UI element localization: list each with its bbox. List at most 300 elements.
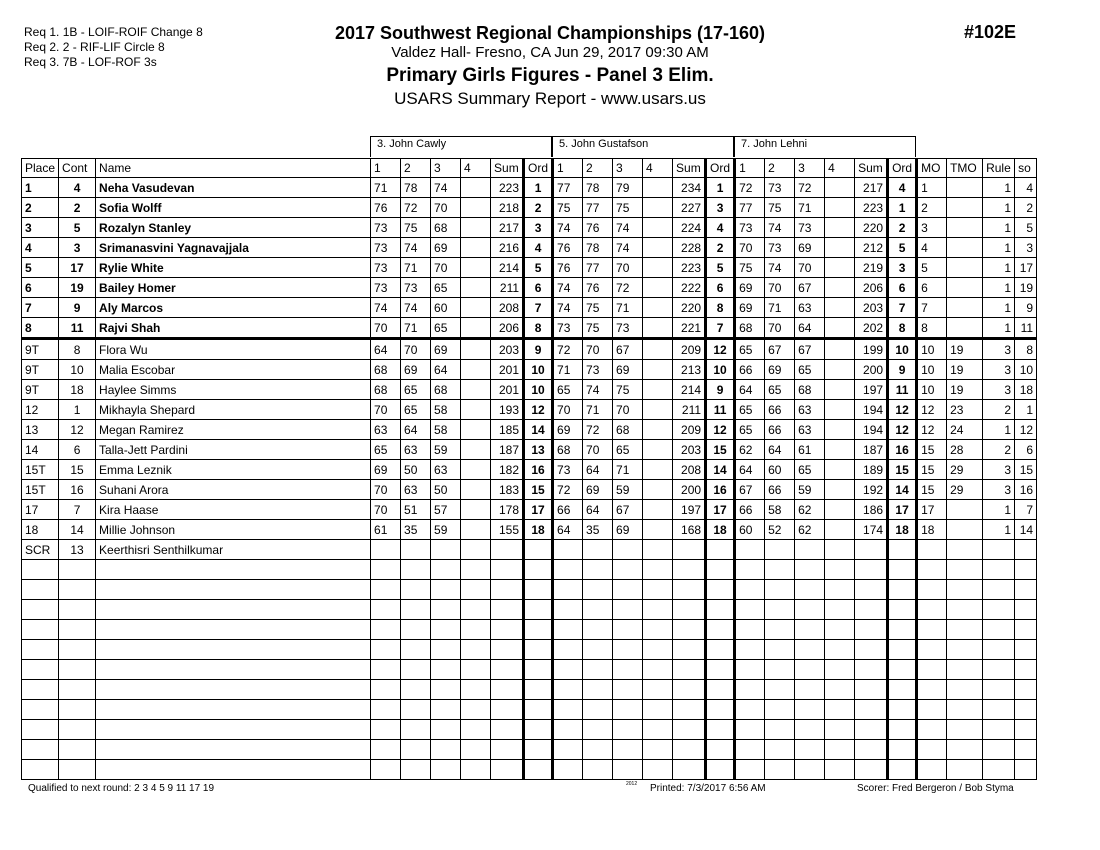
table-cell: Neha Vasudevan (96, 178, 371, 198)
table-cell: 68 (371, 360, 401, 380)
table-cell: 194 (855, 400, 888, 420)
table-cell: 182 (491, 460, 524, 480)
table-cell (1015, 760, 1037, 780)
table-cell (553, 540, 583, 560)
table-cell: 67 (795, 339, 825, 360)
table-cell: 65 (371, 440, 401, 460)
table-cell (947, 580, 983, 600)
result-row (22, 380, 1037, 400)
table-cell (401, 680, 431, 700)
table-cell: 224 (673, 218, 706, 238)
table-cell: 70 (765, 318, 795, 339)
table-cell: 214 (491, 258, 524, 278)
table-cell (524, 740, 553, 760)
table-cell: 18 (706, 520, 735, 540)
table-cell (401, 600, 431, 620)
table-cell (983, 700, 1015, 720)
table-cell: 63 (401, 480, 431, 500)
table-cell (983, 740, 1015, 760)
table-cell: 70 (431, 198, 461, 218)
table-cell: 2 (983, 440, 1015, 460)
table-cell (917, 580, 947, 600)
table-cell: 69 (795, 238, 825, 258)
table-cell (431, 580, 461, 600)
table-cell: 5 (524, 258, 553, 278)
table-cell (917, 620, 947, 640)
table-cell (96, 600, 371, 620)
table-cell (765, 660, 795, 680)
table-cell (643, 360, 673, 380)
table-cell: 3 (1015, 238, 1037, 258)
table-cell: 4 (917, 238, 947, 258)
table-cell: 3 (888, 258, 917, 278)
table-cell: 70 (371, 480, 401, 500)
column-header: Sum (855, 159, 888, 178)
table-cell (795, 600, 825, 620)
table-cell: 8 (917, 318, 947, 339)
table-cell (706, 680, 735, 700)
table-cell (917, 720, 947, 740)
table-cell (983, 760, 1015, 780)
table-cell (583, 720, 613, 740)
column-header: 1 (371, 159, 401, 178)
table-cell (825, 500, 855, 520)
table-cell (673, 580, 706, 600)
table-cell (491, 720, 524, 740)
table-cell: 63 (795, 420, 825, 440)
result-row (22, 440, 1037, 460)
table-cell (917, 760, 947, 780)
table-cell: Mikhayla Shepard (96, 400, 371, 420)
table-cell: 13 (59, 540, 96, 560)
table-cell: 73 (553, 318, 583, 339)
table-cell (524, 760, 553, 780)
table-cell: 72 (613, 278, 643, 298)
table-cell (735, 640, 765, 660)
table-cell (643, 339, 673, 360)
table-cell: 3 (706, 198, 735, 218)
table-cell (643, 600, 673, 620)
table-cell: 5 (917, 258, 947, 278)
table-cell: 63 (431, 460, 461, 480)
table-cell: 75 (553, 198, 583, 218)
table-cell: 66 (553, 500, 583, 520)
table-cell (795, 640, 825, 660)
table-cell: 14 (888, 480, 917, 500)
table-cell (371, 760, 401, 780)
table-cell (888, 560, 917, 580)
table-cell: 64 (735, 460, 765, 480)
table-cell (983, 640, 1015, 660)
table-cell: 15 (59, 460, 96, 480)
table-cell: 75 (765, 198, 795, 218)
empty-row (22, 600, 1037, 620)
table-cell (524, 580, 553, 600)
table-cell: Megan Ramirez (96, 420, 371, 440)
table-cell: Aly Marcos (96, 298, 371, 318)
column-header: MO (917, 159, 947, 178)
table-cell (401, 640, 431, 660)
table-cell (371, 620, 401, 640)
table-cell: 74 (553, 298, 583, 318)
table-cell: 4 (706, 218, 735, 238)
table-cell (643, 740, 673, 760)
table-cell (983, 620, 1015, 640)
table-cell (59, 760, 96, 780)
table-cell: 5 (706, 258, 735, 278)
table-cell: 78 (583, 178, 613, 198)
table-cell (947, 720, 983, 740)
table-cell: SCR (22, 540, 59, 560)
table-cell (461, 380, 491, 400)
table-cell (583, 540, 613, 560)
table-cell: 75 (583, 298, 613, 318)
table-cell: 64 (735, 380, 765, 400)
table-cell (825, 420, 855, 440)
table-cell (673, 700, 706, 720)
table-cell (461, 258, 491, 278)
table-cell (706, 600, 735, 620)
table-cell: 8 (888, 318, 917, 339)
table-cell (643, 318, 673, 339)
table-cell: 15 (706, 440, 735, 460)
table-cell (765, 700, 795, 720)
table-cell (825, 660, 855, 680)
table-cell (888, 700, 917, 720)
table-cell (431, 720, 461, 740)
table-cell: 18 (917, 520, 947, 540)
table-cell: 2 (983, 400, 1015, 420)
table-cell: 74 (553, 278, 583, 298)
table-cell (795, 680, 825, 700)
table-cell: 8 (1015, 339, 1037, 360)
table-cell (947, 500, 983, 520)
table-cell: 2 (706, 238, 735, 258)
table-cell: 1 (1015, 400, 1037, 420)
table-cell (825, 740, 855, 760)
table-cell: 63 (795, 400, 825, 420)
table-cell: 3 (983, 480, 1015, 500)
table-cell: 4 (888, 178, 917, 198)
table-cell (461, 740, 491, 760)
table-cell: 9 (888, 360, 917, 380)
table-cell: 4 (22, 238, 59, 258)
table-cell: 64 (401, 420, 431, 440)
table-cell: 10 (917, 339, 947, 360)
table-cell (673, 600, 706, 620)
event-code: #102E (964, 22, 1017, 42)
table-cell: 11 (706, 400, 735, 420)
requirements-list (24, 25, 203, 70)
table-cell: 211 (491, 278, 524, 298)
table-cell (855, 680, 888, 700)
table-cell (825, 480, 855, 500)
table-cell: 73 (583, 360, 613, 380)
table-cell (553, 640, 583, 660)
table-cell (59, 680, 96, 700)
table-cell: 71 (795, 198, 825, 218)
table-cell: 2 (1015, 198, 1037, 218)
column-header: Ord (524, 159, 553, 178)
table-cell: 5 (22, 258, 59, 278)
table-cell: 1 (59, 400, 96, 420)
table-cell (855, 640, 888, 660)
table-cell: 10 (59, 360, 96, 380)
table-cell: 64 (795, 318, 825, 339)
table-cell: 209 (673, 339, 706, 360)
table-cell: 15 (917, 460, 947, 480)
table-cell: 65 (795, 460, 825, 480)
table-cell: 70 (583, 440, 613, 460)
empty-row (22, 740, 1037, 760)
table-cell (888, 660, 917, 680)
table-cell: 11 (1015, 318, 1037, 339)
table-cell (947, 218, 983, 238)
table-cell (461, 760, 491, 780)
table-cell: 72 (553, 339, 583, 360)
table-cell: 2 (22, 198, 59, 218)
table-cell (917, 680, 947, 700)
table-cell (765, 600, 795, 620)
table-cell (461, 460, 491, 480)
column-header: 2 (583, 159, 613, 178)
table-cell (795, 740, 825, 760)
table-cell: 63 (371, 420, 401, 440)
table-cell (583, 660, 613, 680)
table-cell (983, 580, 1015, 600)
table-cell: 1 (983, 500, 1015, 520)
table-cell: 69 (735, 278, 765, 298)
table-cell (888, 760, 917, 780)
table-cell: 71 (583, 400, 613, 420)
table-cell: 35 (401, 520, 431, 540)
table-cell (735, 560, 765, 580)
table-cell: 155 (491, 520, 524, 540)
table-cell (461, 298, 491, 318)
table-cell: 3 (524, 218, 553, 238)
table-cell (553, 660, 583, 680)
table-cell: 76 (553, 258, 583, 278)
table-cell: 73 (735, 218, 765, 238)
table-cell (643, 700, 673, 720)
table-cell: 15T (22, 460, 59, 480)
table-cell: 14 (59, 520, 96, 540)
table-cell: 168 (673, 520, 706, 540)
table-cell (461, 198, 491, 218)
table-cell: 70 (735, 238, 765, 258)
table-cell: 13 (22, 420, 59, 440)
table-cell (59, 700, 96, 720)
table-cell: 68 (553, 440, 583, 460)
table-cell: 206 (491, 318, 524, 339)
table-cell: 212 (855, 238, 888, 258)
table-cell: Keerthisri Senthilkumar (96, 540, 371, 560)
table-cell (371, 700, 401, 720)
table-cell (673, 620, 706, 640)
table-cell (888, 680, 917, 700)
table-cell (491, 680, 524, 700)
table-cell: 51 (401, 500, 431, 520)
table-cell: 70 (765, 278, 795, 298)
table-cell: 201 (491, 380, 524, 400)
table-cell (643, 760, 673, 780)
table-cell: 209 (673, 420, 706, 440)
table-cell: 73 (765, 178, 795, 198)
table-cell (613, 720, 643, 740)
table-cell: 4 (524, 238, 553, 258)
table-cell (735, 700, 765, 720)
result-row (22, 258, 1037, 278)
table-cell: 69 (553, 420, 583, 440)
table-cell (735, 740, 765, 760)
table-cell (673, 540, 706, 560)
event-title: 2017 Southwest Regional Championships (17-160) (334, 23, 766, 43)
table-cell: 5 (888, 238, 917, 258)
table-cell: 202 (855, 318, 888, 339)
table-cell (983, 560, 1015, 580)
table-cell: 76 (371, 198, 401, 218)
table-cell (491, 600, 524, 620)
table-cell (706, 740, 735, 760)
table-cell (643, 500, 673, 520)
table-cell (917, 540, 947, 560)
table-cell (855, 540, 888, 560)
table-cell (888, 720, 917, 740)
table-cell: 73 (613, 318, 643, 339)
table-cell: 13 (524, 440, 553, 460)
table-cell: 1 (983, 420, 1015, 440)
table-cell: 70 (371, 400, 401, 420)
table-cell: 75 (613, 198, 643, 218)
table-cell (643, 278, 673, 298)
table-cell (491, 580, 524, 600)
table-cell (643, 298, 673, 318)
table-cell (461, 600, 491, 620)
column-header: Place (22, 159, 59, 178)
table-cell: 18 (1015, 380, 1037, 400)
table-cell (461, 420, 491, 440)
table-cell (735, 720, 765, 740)
table-cell: 17 (22, 500, 59, 520)
table-cell (371, 660, 401, 680)
table-cell: 183 (491, 480, 524, 500)
table-cell: 1 (983, 178, 1015, 198)
table-cell: Haylee Simms (96, 380, 371, 400)
table-cell (22, 680, 59, 700)
table-cell (825, 318, 855, 339)
table-cell: 62 (795, 500, 825, 520)
table-cell (491, 700, 524, 720)
qualified-note: Qualified to next round: 2 3 4 5 9 11 17 19 (28, 783, 215, 794)
table-cell (431, 600, 461, 620)
table-cell: 8 (706, 298, 735, 318)
table-cell: 3 (983, 460, 1015, 480)
table-cell: 73 (765, 238, 795, 258)
table-cell: 208 (673, 460, 706, 480)
table-cell: 217 (855, 178, 888, 198)
table-cell (947, 560, 983, 580)
table-cell: 203 (855, 298, 888, 318)
table-cell (917, 740, 947, 760)
table-cell (888, 620, 917, 640)
table-cell: 76 (583, 278, 613, 298)
table-cell: 14 (22, 440, 59, 460)
table-cell (795, 720, 825, 740)
table-cell (765, 720, 795, 740)
table-cell (59, 620, 96, 640)
table-cell (583, 680, 613, 700)
table-cell (491, 560, 524, 580)
table-cell (673, 640, 706, 660)
table-cell: 71 (401, 258, 431, 278)
table-cell (461, 660, 491, 680)
result-row (22, 298, 1037, 318)
table-cell (371, 560, 401, 580)
table-cell: 69 (431, 238, 461, 258)
table-cell (855, 600, 888, 620)
empty-row (22, 760, 1037, 780)
table-cell (461, 400, 491, 420)
table-cell (96, 740, 371, 760)
table-cell: 12 (22, 400, 59, 420)
table-cell (825, 600, 855, 620)
table-cell: 69 (371, 460, 401, 480)
table-cell: 59 (431, 520, 461, 540)
table-cell (643, 238, 673, 258)
table-cell (461, 339, 491, 360)
table-cell (524, 640, 553, 660)
table-cell (583, 560, 613, 580)
table-cell (765, 760, 795, 780)
table-cell (643, 520, 673, 540)
table-cell: 2 (917, 198, 947, 218)
table-cell: 2 (524, 198, 553, 218)
table-cell: 1 (983, 278, 1015, 298)
table-cell (22, 740, 59, 760)
table-cell: 186 (855, 500, 888, 520)
table-cell (583, 700, 613, 720)
table-cell: 63 (401, 440, 431, 460)
table-cell: 68 (735, 318, 765, 339)
judge-3-name: 7. John Lehni (734, 136, 916, 157)
table-cell: 227 (673, 198, 706, 218)
table-cell (825, 520, 855, 540)
table-cell: 8 (524, 318, 553, 339)
table-cell: 3 (983, 360, 1015, 380)
table-cell: 228 (673, 238, 706, 258)
column-header: 4 (825, 159, 855, 178)
table-cell (855, 560, 888, 580)
table-cell (855, 740, 888, 760)
result-row (22, 218, 1037, 238)
table-cell (888, 540, 917, 560)
table-cell: 200 (855, 360, 888, 380)
table-cell (1015, 700, 1037, 720)
table-cell (524, 540, 553, 560)
table-cell: Millie Johnson (96, 520, 371, 540)
table-cell (673, 740, 706, 760)
table-cell: 70 (583, 339, 613, 360)
table-cell (401, 560, 431, 580)
table-cell: 61 (795, 440, 825, 460)
result-row (22, 500, 1037, 520)
empty-row (22, 660, 1037, 680)
table-cell: 200 (673, 480, 706, 500)
table-cell: 75 (401, 218, 431, 238)
table-cell: 222 (673, 278, 706, 298)
table-cell: 57 (431, 500, 461, 520)
table-cell (706, 700, 735, 720)
